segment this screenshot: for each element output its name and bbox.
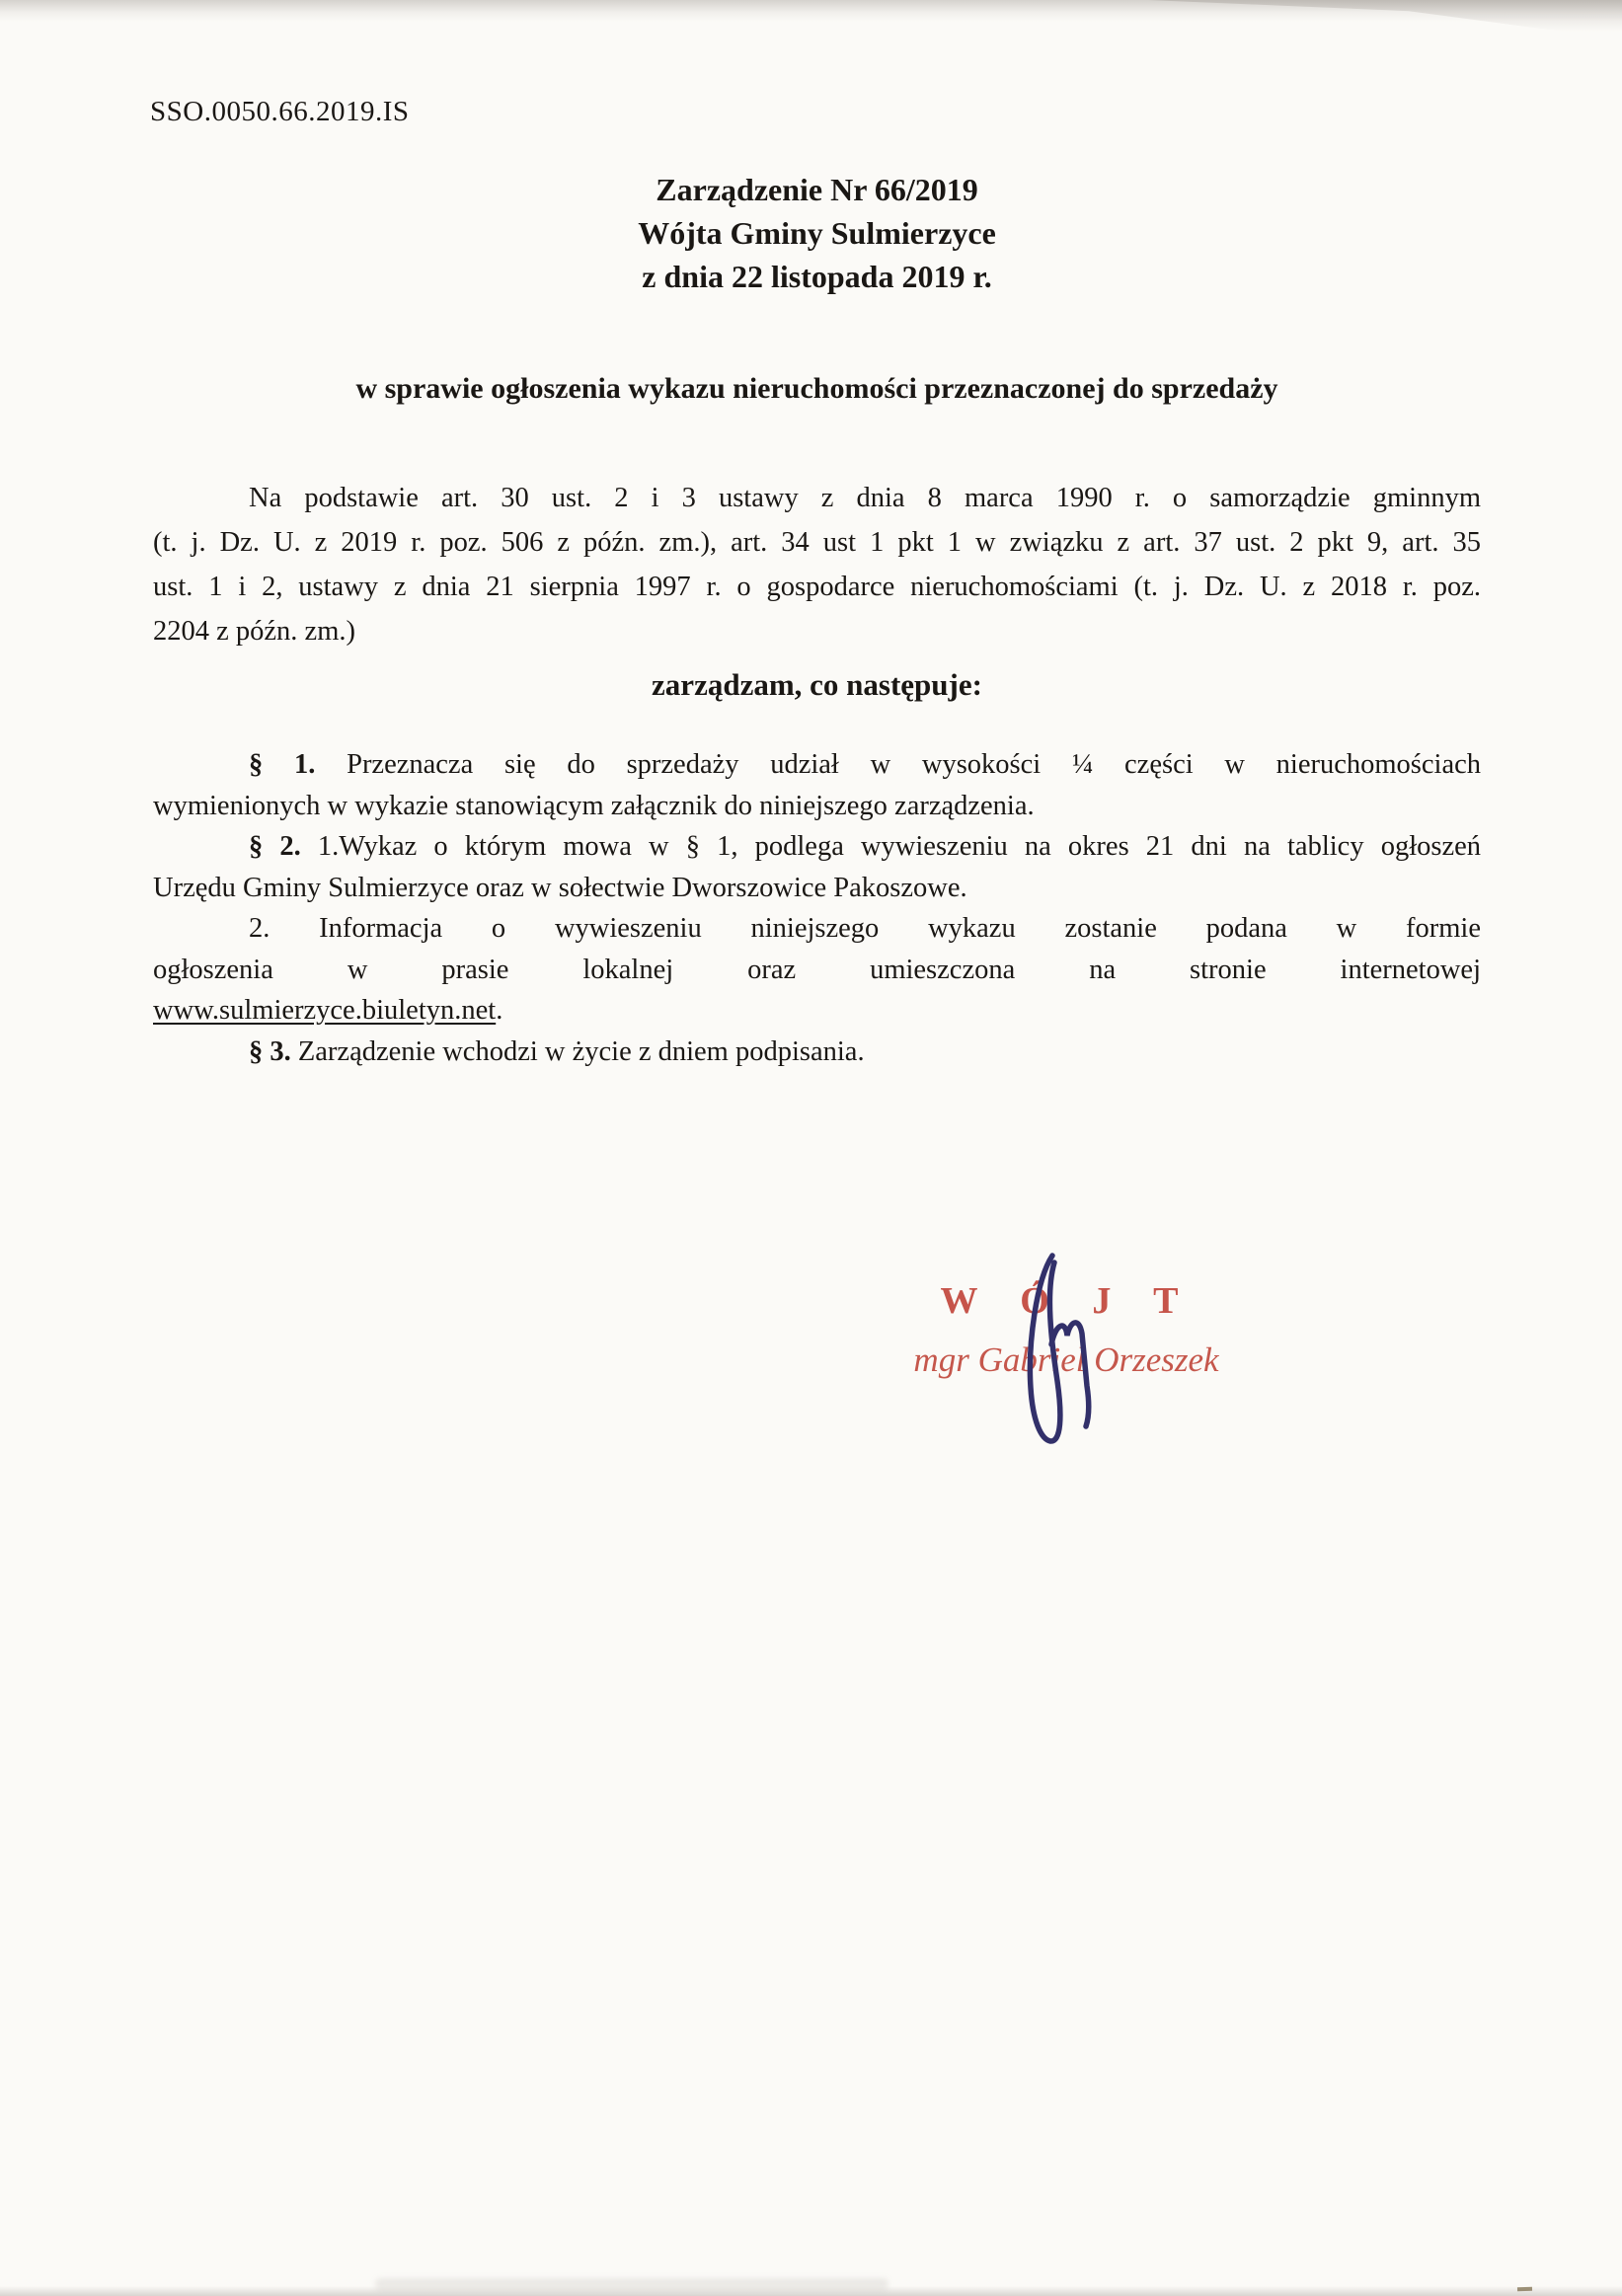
section-2-point-2-line: 2. Informacja o wywieszeniu niniejszego wykazu zostanie podana w formie xyxy=(249,913,1481,944)
section-1-line xyxy=(153,744,1481,786)
scan-artifact-bottom-dash xyxy=(1517,2287,1532,2292)
legal-basis-line: Na podstawie art. 30 ust. 2 i 3 ustawy z dnia 8 marca 1990 r. o samorządzie gminnym xyxy=(249,483,1481,513)
section-2-line: Urzędu Gminy Sulmierzyce oraz w sołectwie Dworszowice Pakoszowe. xyxy=(153,872,967,903)
section-1-text: Przeznacza się do sprzedaży udział w wysokości ¼ części w nieruchomościach xyxy=(347,749,1482,780)
website-line xyxy=(153,990,1481,1032)
mayor-stamp-title: W Ó J T xyxy=(940,1280,1193,1322)
section-2-symbol: § 2. xyxy=(249,831,301,862)
title-line-number: Zarządzenie Nr 66/2019 xyxy=(656,172,978,207)
section-3-line xyxy=(153,1032,1481,1073)
title-line-issuer: Wójta Gminy Sulmierzyce xyxy=(638,215,996,251)
sections-block xyxy=(153,744,1481,1072)
section-3-text: Zarządzenie wchodzi w życie z dniem podpisania. xyxy=(297,1035,865,1067)
section-1-line: wymienionych w wykazie stanowiącym załącznik do niniejszego zarządzenia. xyxy=(153,790,1035,821)
mayor-stamp-name: mgr Gabriel Orzeszek xyxy=(913,1340,1219,1379)
document-title xyxy=(153,168,1481,298)
website-url: www.sulmierzyce.biuletyn.net xyxy=(153,995,497,1026)
website-period: . xyxy=(496,995,503,1026)
section-3-symbol: § 3. xyxy=(249,1035,291,1067)
reference-number: SSO.0050.66.2019.IS xyxy=(150,96,410,127)
title-line-date: z dnia 22 listopada 2019 r. xyxy=(642,259,992,294)
legal-basis-line: (t. j. Dz. U. z 2019 r. poz. 506 z późn. zm.), art. 34 ust 1 pkt 1 w związku z art. 37 ust. 2 pkt 9, art. 35 xyxy=(153,527,1481,558)
subject-line: w sprawie ogłoszenia wykazu nieruchomości przeznaczonej do sprzedaży xyxy=(355,372,1278,405)
legal-basis-line: ust. 1 i 2, ustawy z dnia 21 sierpnia 1997 r. o gospodarce nieruchomościami (t. j. Dz. U. z 2018 r. poz. xyxy=(153,572,1481,602)
section-2-line xyxy=(153,826,1481,868)
ordain-heading: zarządzam, co następuje: xyxy=(652,667,982,702)
section-1-symbol: § 1. xyxy=(249,749,316,780)
legal-basis-paragraph xyxy=(153,476,1481,653)
section-2-point-2-line: ogłoszenia w prasie lokalnej oraz umieszczona na stronie internetowej xyxy=(153,954,1481,985)
section-2-text: 1.Wykaz o którym mowa w § 1, podlega wywieszeniu na okres 21 dni na tablicy ogłoszeń xyxy=(317,831,1482,862)
legal-basis-line: 2204 z późn. zm.) xyxy=(153,616,355,647)
scan-artifact-bottom-smudge xyxy=(375,2278,888,2290)
signature-loop-stroke xyxy=(1030,1256,1059,1441)
signature-ink xyxy=(1015,1250,1114,1447)
